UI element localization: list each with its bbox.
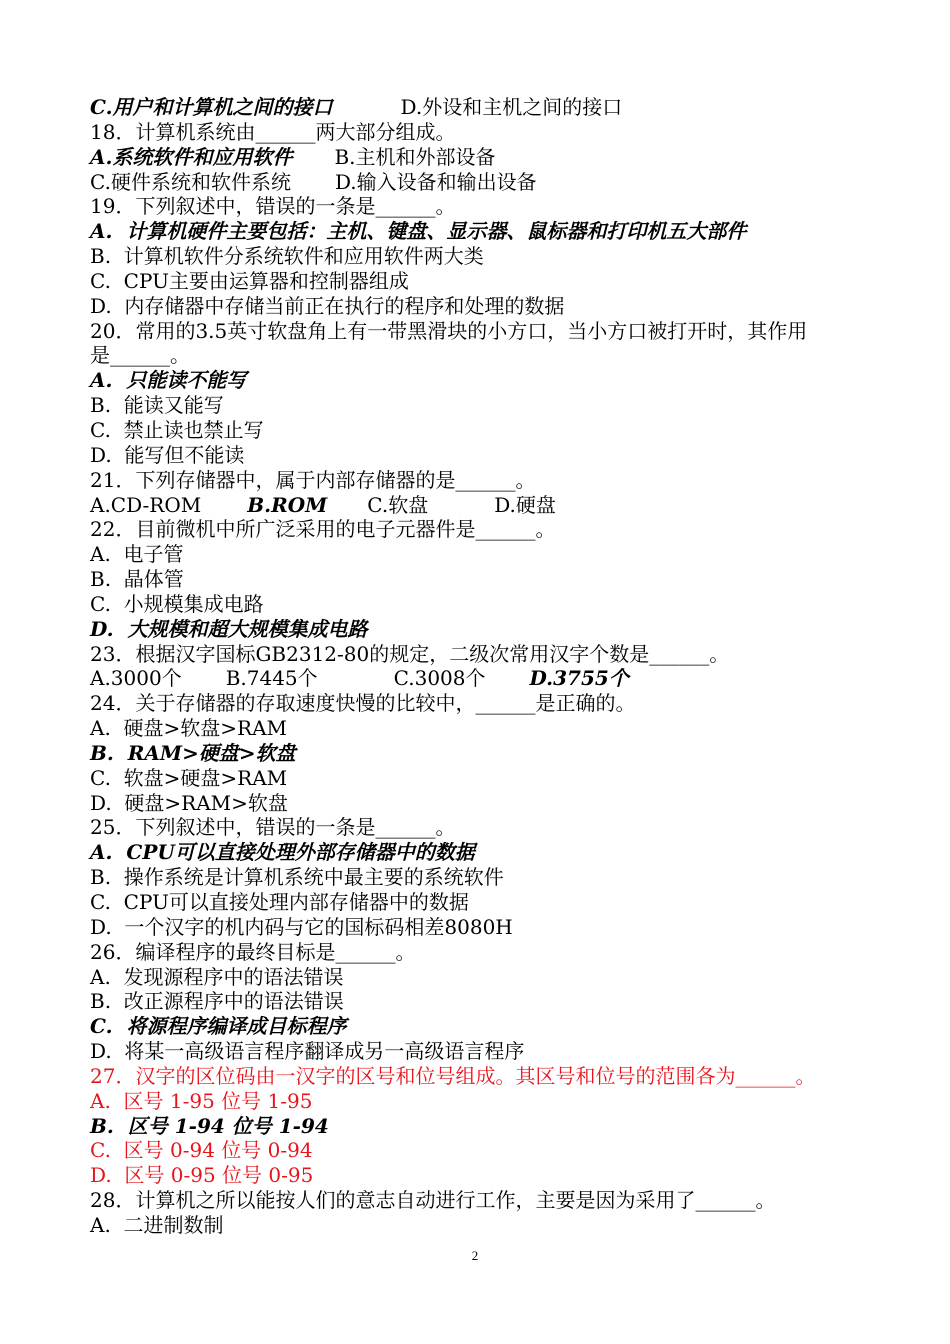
answer-option: C. 将源程序编译成目标程序 bbox=[90, 1014, 347, 1039]
question-line: 21．下列存储器中，属于内部存储器的是______。 bbox=[90, 467, 536, 492]
exam-page bbox=[90, 95, 890, 1238]
answer-option: B.ROM bbox=[247, 492, 328, 517]
option-line: B. 改正源程序中的语法错误 bbox=[90, 989, 344, 1014]
answer-option: D.3755个 bbox=[529, 666, 629, 691]
answer-option: C.用户和计算机之间的接口 bbox=[90, 95, 333, 119]
option-text: D.硬盘 bbox=[494, 492, 556, 517]
option-line-highlighted: C. 区号 0-94 位号 0-94 bbox=[90, 1138, 313, 1163]
option-line bbox=[90, 145, 890, 170]
option-line: A. 二进制数制 bbox=[90, 1212, 224, 1237]
answer-option: A. CPU可以直接处理外部存储器中的数据 bbox=[90, 840, 475, 865]
option-line-highlighted: A. 区号 1-95 位号 1-95 bbox=[90, 1088, 313, 1113]
question-line: 20．常用的3.5英寸软盘角上有一带黑滑块的小方口，当小方口被打开时，其作用 bbox=[90, 318, 808, 343]
page-number: 2 bbox=[471, 1248, 479, 1263]
question-line: 24．关于存储器的存取速度快慢的比较中，______是正确的。 bbox=[90, 691, 636, 716]
option-text: B.7445个 bbox=[225, 666, 318, 691]
option-line bbox=[90, 95, 890, 120]
answer-option: A. 只能读不能写 bbox=[90, 368, 247, 393]
option-line: C. 软盘>硬盘>RAM bbox=[90, 765, 288, 790]
answer-option: A.系统软件和应用软件 bbox=[90, 144, 293, 169]
option-line: B. 能读又能写 bbox=[90, 393, 224, 418]
option-text: C.软盘 bbox=[367, 492, 429, 517]
option-line: A. 电子管 bbox=[90, 542, 184, 567]
option-line: D. 能写但不能读 bbox=[90, 442, 245, 467]
option-line bbox=[90, 666, 890, 691]
option-line: D. 内存储器中存储当前正在执行的程序和处理的数据 bbox=[90, 293, 565, 318]
option-line: C. CPU可以直接处理内部存储器中的数据 bbox=[90, 890, 469, 914]
question-line: 25．下列叙述中，错误的一条是______。 bbox=[90, 815, 456, 840]
option-line: C. 小规模集成电路 bbox=[90, 591, 264, 616]
question-line: 23．根据汉字国标GB2312-80的规定，二级次常用汉字个数是______。 bbox=[90, 641, 730, 666]
option-line: B. 计算机软件分系统软件和应用软件两大类 bbox=[90, 244, 484, 269]
option-line: C. CPU主要由运算器和控制器组成 bbox=[90, 268, 409, 293]
option-line: A. 硬盘>软盘>RAM bbox=[90, 716, 288, 741]
answer-option: B. RAM>硬盘>软盘 bbox=[90, 740, 296, 765]
option-text: B.主机和外部设备 bbox=[334, 144, 496, 169]
option-text: D.外设和主机之间的接口 bbox=[400, 95, 623, 119]
option-line bbox=[90, 170, 890, 195]
option-line: B. 晶体管 bbox=[90, 567, 184, 592]
question-line: 28．计算机之所以能按人们的意志自动进行工作，主要是因为采用了______。 bbox=[90, 1188, 776, 1213]
option-line: B. 操作系统是计算机系统中最主要的系统软件 bbox=[90, 865, 504, 890]
option-text: C.3008个 bbox=[393, 666, 486, 691]
option-text: A.CD-ROM bbox=[90, 492, 202, 517]
option-line-highlighted: D. 区号 0-95 位号 0-95 bbox=[90, 1163, 314, 1188]
option-line: D. 硬盘>RAM>软盘 bbox=[90, 790, 288, 815]
option-line: D. 一个汉字的机内码与它的国标码相差8080H bbox=[90, 914, 513, 939]
answer-option: D. 大规模和超大规模集成电路 bbox=[90, 616, 368, 641]
option-line: C. 禁止读也禁止写 bbox=[90, 417, 264, 442]
option-text: D.输入设备和输出设备 bbox=[334, 169, 537, 194]
option-line bbox=[90, 493, 890, 518]
answer-option: A. 计算机硬件主要包括：主机、键盘、显示器、鼠标器和打印机五大部件 bbox=[90, 219, 747, 244]
option-line: A. 发现源程序中的语法错误 bbox=[90, 964, 344, 989]
answer-option: B. 区号 1-94 位号 1-94 bbox=[90, 1113, 329, 1138]
option-line: D. 将某一高级语言程序翻译成另一高级语言程序 bbox=[90, 1039, 525, 1064]
question-line: 18．计算机系统由______两大部分组成。 bbox=[90, 119, 456, 144]
question-line-continued: 是______。 bbox=[90, 343, 190, 368]
option-text: A.3000个 bbox=[90, 666, 182, 691]
question-line-highlighted: 27．汉字的区位码由一汉字的区号和位号组成。其区号和位号的范围各为______。 bbox=[90, 1063, 816, 1088]
question-line: 19．下列叙述中，错误的一条是______。 bbox=[90, 194, 456, 219]
question-line: 22．目前微机中所广泛采用的电子元器件是______。 bbox=[90, 517, 556, 542]
option-text: C.硬件系统和软件系统 bbox=[90, 169, 291, 194]
question-line: 26．编译程序的最终目标是______。 bbox=[90, 939, 416, 964]
